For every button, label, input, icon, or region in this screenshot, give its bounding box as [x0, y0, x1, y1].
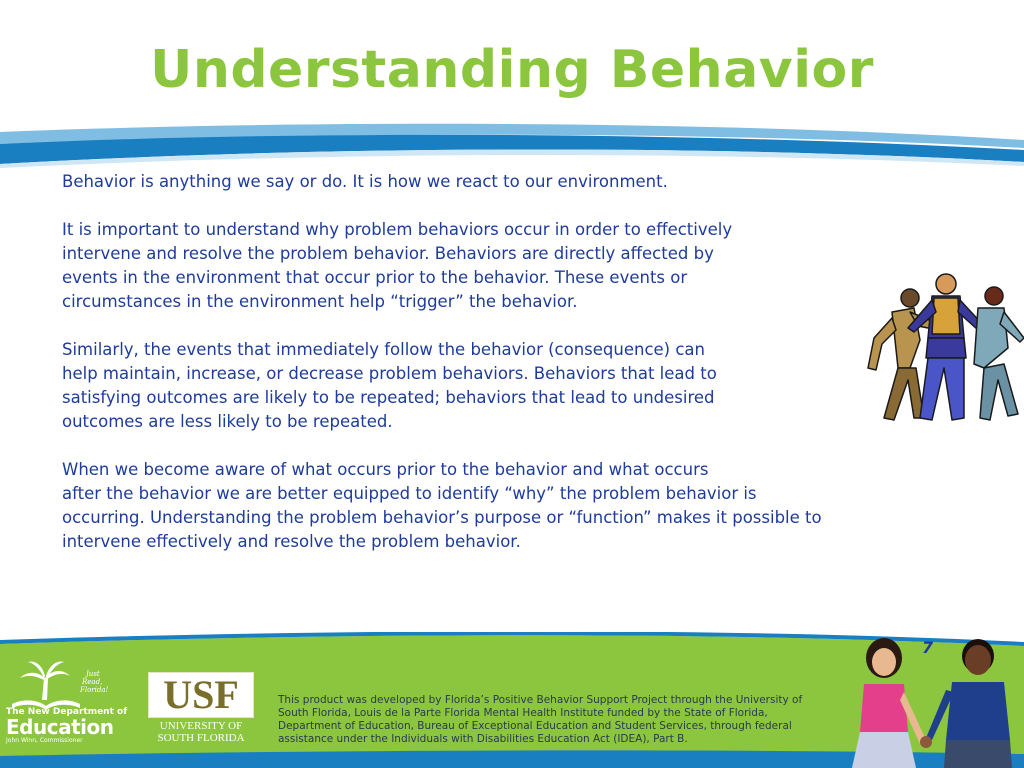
text-line: Similarly, the events that immediately follow the behavior (consequence) can: [62, 340, 706, 359]
slide-title: Understanding Behavior: [150, 40, 874, 100]
arguing-people-clipart: [848, 268, 1024, 426]
credit-line: Department of Education, Bureau of Exceptional Education and Student Services, through federal: [278, 720, 792, 732]
text-line: circumstances in the environment help “trigger” the behavior.: [62, 292, 578, 311]
paragraph-consequence: [62, 338, 962, 434]
girl-face-icon: [872, 648, 896, 676]
usf-name-line1: UNIVERSITY OF: [159, 720, 243, 732]
text-line: outcomes are less likely to be repeated.: [62, 412, 393, 431]
credit-line: South Florida, Louis de la Parte Florida Mental Health Institute funded by the State of Florida,: [278, 707, 768, 719]
paragraph-definition: [62, 170, 962, 194]
usf-name: [148, 720, 254, 744]
paragraph-function: [62, 458, 962, 554]
boy-pants-icon: [944, 740, 1012, 768]
credit-line: assistance under the Individuals with Disabilities Education Act (IDEA), Part B.: [278, 733, 688, 745]
page-number: 7: [922, 638, 934, 657]
text-line: satisfying outcomes are likely to be repeated; behaviors that lead to undesired: [62, 388, 715, 407]
usf-mark: USF: [148, 672, 254, 718]
text-line: after the behavior we are better equipped to identify “why” the problem behavior is: [62, 484, 757, 503]
doe-line1: The New Department of: [6, 707, 128, 717]
text-line: It is important to understand why problem behaviors occur in order to effectively: [62, 220, 733, 239]
text-line: intervene and resolve the problem behavior. Behaviors are directly affected by: [62, 244, 714, 263]
text-line: events in the environment that occur prior to the behavior. These events or: [62, 268, 688, 287]
text-line: intervene effectively and resolve the problem behavior.: [62, 532, 521, 551]
text-line: Behavior is anything we say or do. It is how we react to our environment.: [62, 172, 668, 191]
text-line: help maintain, increase, or decrease problem behaviors. Behaviors that lead to: [62, 364, 717, 383]
children-photo: [846, 636, 1024, 768]
held-hands-icon: [920, 736, 932, 748]
usf-name-line2: SOUTH FLORIDA: [157, 732, 245, 744]
usf-logo: [148, 672, 256, 754]
paragraph-importance: [62, 218, 962, 314]
girl-skirt-icon: [852, 732, 916, 768]
boy-face-icon: [965, 645, 991, 675]
doe-caption: [6, 708, 132, 744]
tagline-text: Just Read, Florida!: [80, 670, 109, 694]
doe-line3: John Winn, Commissioner: [6, 737, 83, 744]
doe-line2: Education: [6, 715, 114, 739]
body-text: [62, 170, 962, 578]
text-line: occurring. Understanding the problem behavior’s purpose or “function” makes it possible to: [62, 508, 822, 527]
top-swoosh-decoration: [0, 118, 1024, 170]
credit-line: This product was developed by Florida’s Positive Behavior Support Project through the University of: [278, 694, 803, 706]
girl-shirt-icon: [860, 684, 908, 732]
boy-shirt-icon: [946, 682, 1010, 740]
text-line: When we become aware of what occurs prior to the behavior and what occurs: [62, 460, 709, 479]
credit-text: [278, 694, 838, 746]
